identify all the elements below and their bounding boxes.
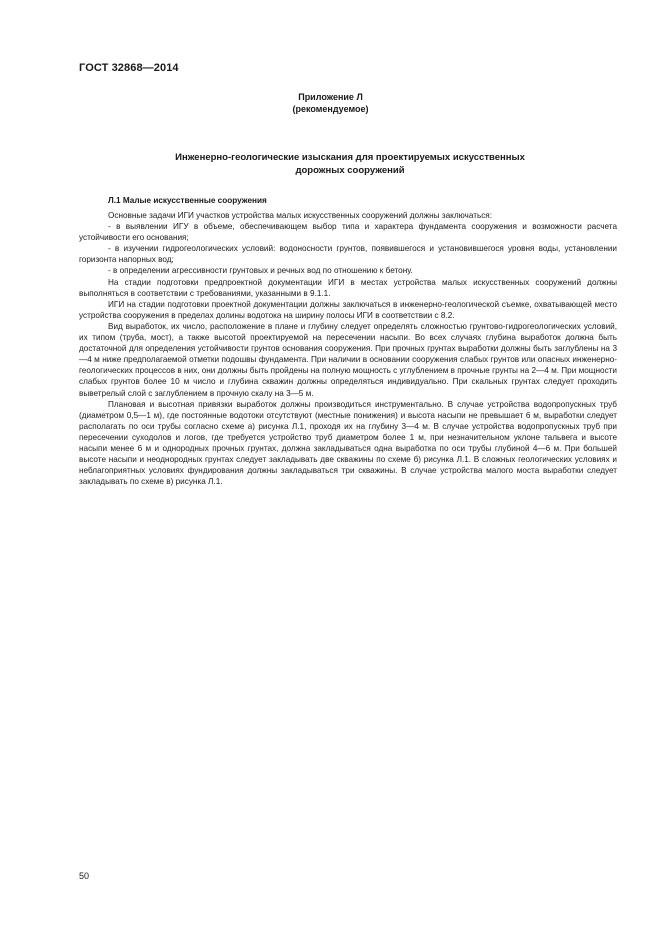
paragraph: На стадии подготовки предпроектной документации ИГИ в местах устройства малых искусственных сооружений должны выполняться в соответствии с требованиями, указанными в 9.1.1. bbox=[79, 277, 617, 298]
document-title bbox=[120, 152, 580, 177]
paragraph: - в выявлении ИГУ в объеме, обеспечивающем выбор типа и характера фундамента сооружения и возможности расчета устойчивости его основания; bbox=[79, 222, 617, 243]
document-title-line-2: дорожных сооружений bbox=[295, 164, 405, 176]
appendix-status: (рекомендуемое) bbox=[292, 104, 369, 114]
appendix-label bbox=[0, 91, 661, 115]
document-title-line-1: Инженерно-геологические изыскания для проектируемых искусственных bbox=[175, 152, 525, 163]
paragraph: ИГИ на стадии подготовки проектной документации должны заключаться в инженерно-геологической съемке, охватывающей место устройства сооружения в пределах долины водотока на ширину полосы ИГИ в соответствии с 8.2. bbox=[79, 299, 617, 320]
paragraph: Основные задачи ИГИ участков устройства малых искусственных сооружений должны заключаться: bbox=[108, 211, 493, 220]
appendix-title: Приложение Л bbox=[298, 92, 363, 102]
paragraph: - в изучении гидрогеологических условий: водоносности грунтов, появившегося и установившегося уровня воды, установлении горизонта напорных вод; bbox=[79, 244, 617, 265]
paragraph: Плановая и высотная привязки выработок должны производиться инструментально. В случае устройства водопропускных труб (диаметром 0,5—1 м), где постоянные водотоки отсутствуют (местные понижения) и высота насыпи не превышает 6 м, выработки следует располагать по оси трубы согласно схеме а) рисунка Л.1, проходя их на глубину 3—4 м. В случае устройства водопропускных труб при пересечении суходолов и логов, где требуется устройство труб диаметром более 1 м, при незначительном уклоне тальвега и высоте насыпи менее 6 м и однородных прочных грунтах, должна закладываться одна выработка по оси трубы глубиной 4—6 м. При большей высоте насыпи и неоднородных грунтах следует закладывать две скважины по схеме б) рисунка Л.1. В сложных геологических условиях и неблагоприятных условиях фундирования должны закладываться три скважины. В случае устройства малого моста выработки следует закладывать по схеме в) рисунка Л.1. bbox=[79, 399, 617, 487]
paragraph: - в определении агрессивности грунтовых и речных вод по отношению к бетону. bbox=[108, 266, 413, 276]
paragraph: Вид выработок, их число, расположение в плане и глубину следует определять сложностью грунтово-гидрогеологических условий, их типом (труба, мост), а также высотой проектируемой на пересечении насыпи. Во всех случаях глубина выработок должна быть достаточной для определения устойчивости грунтов основания сооружения. При прочных грунтах выработки должны быть заглублены на 3—4 м ниже предполагаемой отметки подошвы фундамента. При наличии в основании сооружения слабых грунтов или опасных инженерно-геологических процессов в них, они должны быть пройдены на полную мощность с углублением в прочные грунты на 2—4 м. При мощности слабых грунтов более 10 м число и глубина скважин должны определяться индивидуально. При скальных грунтах следует проходить выветрелый слой с заглублением в прочную скалу на 3—5 м. bbox=[79, 321, 617, 398]
section-heading: Л.1 Малые искусственные сооружения bbox=[108, 196, 267, 205]
standard-header: ГОСТ 32868—2014 bbox=[79, 62, 179, 74]
section-body bbox=[79, 210, 617, 487]
page-number: 50 bbox=[79, 871, 90, 881]
